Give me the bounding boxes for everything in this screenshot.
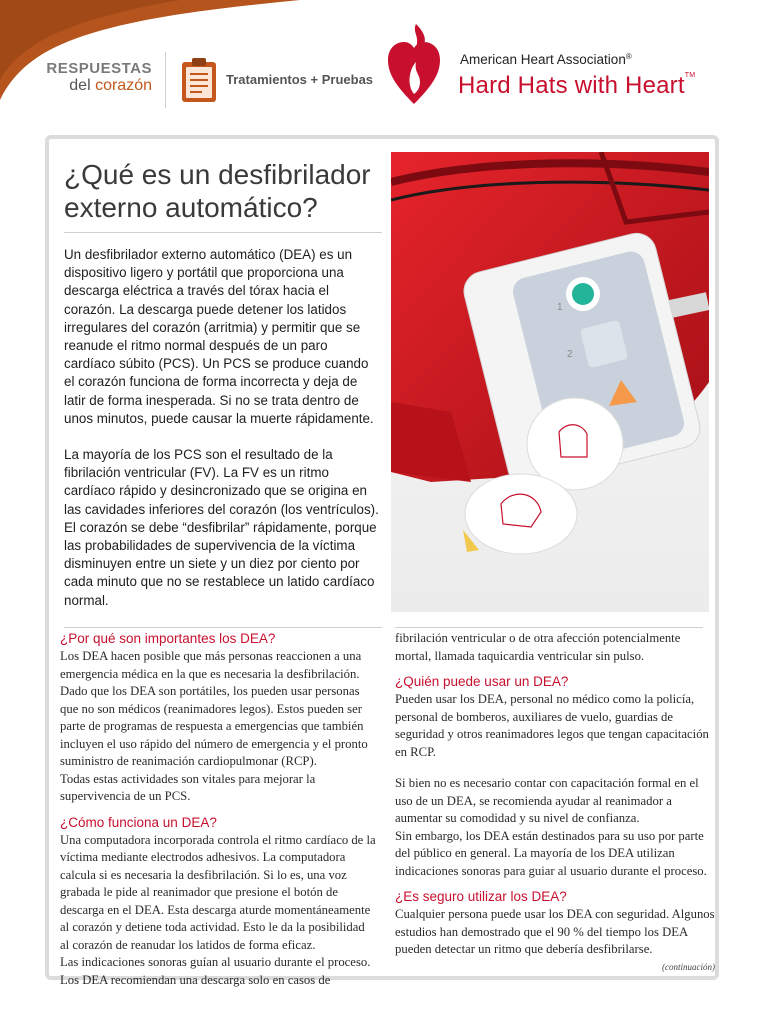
header-divider [165,52,166,108]
paragraph-training: Si bien no es necesario contar con capacitación formal en el uso de un DEA, se recomienda ayudar al reanimador a aumentar su comodidad y su nivel de confianza. [395,776,699,825]
right-column-rule [395,627,703,628]
left-column [60,630,376,989]
intro-paragraph-1: Un desfibrilador externo automático (DEA) es un dispositivo ligero y portátil que proporciona una descarga eléctrica a través del tórax hacia el corazón. La descarga puede detener los latidos irregulares del corazón (arritmia) y permitir que se reanude el ritmo normal después de un paro cardíaco súbito (PCS). Un PCS se produce cuando el corazón funciona de forma incorrecta y deja de latir de forma inesperada. Si no se trata dentro de unos minutos, puede causar la muerte rápidamente. [64,247,374,426]
org-name-text: American Heart Association [460,52,626,67]
brand-logo [38,60,152,95]
heart-torch-logo-icon [386,24,442,106]
clipboard-icon [180,56,218,104]
paragraph-continued: fibrilación ventricular o de otra afección potencialmente mortal, llamada taquicardia ventricular sin pulso. [395,631,681,663]
right-column [395,630,717,959]
brand-line2 [38,77,152,95]
paragraph-who-can-use: Pueden usar los DEA, personal no médico como la policía, personal de bomberos, auxiliares de vuelo, guardias de seguridad y otros reanimadores legos que tengan capacitación en RCP. [395,692,709,759]
tagline-tm: TM [684,72,696,79]
page-title: ¿Qué es un desfibrilador externo automático? [64,159,371,223]
left-column-rule [64,627,382,628]
brand-line2-prefix: del [69,77,91,94]
aed-photo [391,152,709,612]
paragraph-how-works: Una computadora incorporada controla el ritmo cardíaco de la víctima mediante electrodos adhesivos. La computadora calcula si es necesaria la desfibrilación. Si lo es, una voz grabada le pide al reanimador que presione el botón de descarga en el DEA. Esta descarga aturde momentáneamente al corazón y detiene toda actividad. Esto le da la posibilidad al corazón de reanudar los latidos de forma eficaz. [60,832,376,952]
org-name [460,52,632,67]
pad-label-1: 1 [557,302,563,313]
continued-note: (continuación) [662,962,715,972]
intro-paragraph-2: La mayoría de los PCS son el resultado de la fibrilación ventricular (FV). La FV es un ritmo cardíaco rápido y desincronizado que se origina en las cavidades inferiores del corazón (los ventrículos). El corazón se debe “desfibrilar” rápidamente, porque las probabilidades de supervivencia de la víctima disminuyen entre un siete y un diez por ciento por cada minuto que no se restablece un latido cardíaco normal. [64,447,379,608]
brand-line1: RESPUESTAS [46,60,152,77]
paragraph-survival: Todas estas actividades son vitales para mejorar la supervivencia de un PCS. [60,771,316,803]
heading-is-safe: ¿Es seguro utilizar los DEA? [395,889,567,904]
heading-how-works: ¿Cómo funciona un DEA? [60,814,217,830]
title-divider [64,232,382,233]
paragraph-why-important: Los DEA hacen posible que más personas reaccionen a una emergencia médica en la que es necesaria la desfibrilación. Dado que los DEA son portátiles, los pueden usar personas que no son médicos (reanimadores legos). Estos pueden ser parte de programas de respuesta a emergencias que también incluyen el uso rápido del número de emergencia y el pronto suministro de reanimación cardiopulmonar (RCP). [60,649,368,768]
tagline-text: Hard Hats with Heart [458,72,685,99]
paragraph-sound-prompts: Las indicaciones sonoras guían al usuario durante el proceso. Los DEA recomiendan una descarga solo en casos de [60,955,371,987]
paragraph-public-use: Sin embargo, los DEA están destinados para su uso por parte del público en general. La mayoría de los DEA utilizan indicaciones sonoras para guiar al usuario durante el proceso. [395,828,707,878]
tagline [458,72,695,100]
pad-label-2: 2 [567,349,573,360]
paragraph-is-safe: Cualquier persona puede usar los DEA con seguridad. Algunos estudios han demostrado que el 90 % del tiempo los DEA pueden detectar un ritmo que debería desfibrilarse. [395,907,715,956]
header-subtitle: Tratamientos + Pruebas [226,72,374,87]
heading-why-important: ¿Por qué son importantes los DEA? [60,631,276,646]
heading-who-can-use: ¿Quién puede usar un DEA? [395,674,569,689]
brand-line2-accent: corazón [95,77,152,94]
org-registered-mark: ® [625,52,632,61]
